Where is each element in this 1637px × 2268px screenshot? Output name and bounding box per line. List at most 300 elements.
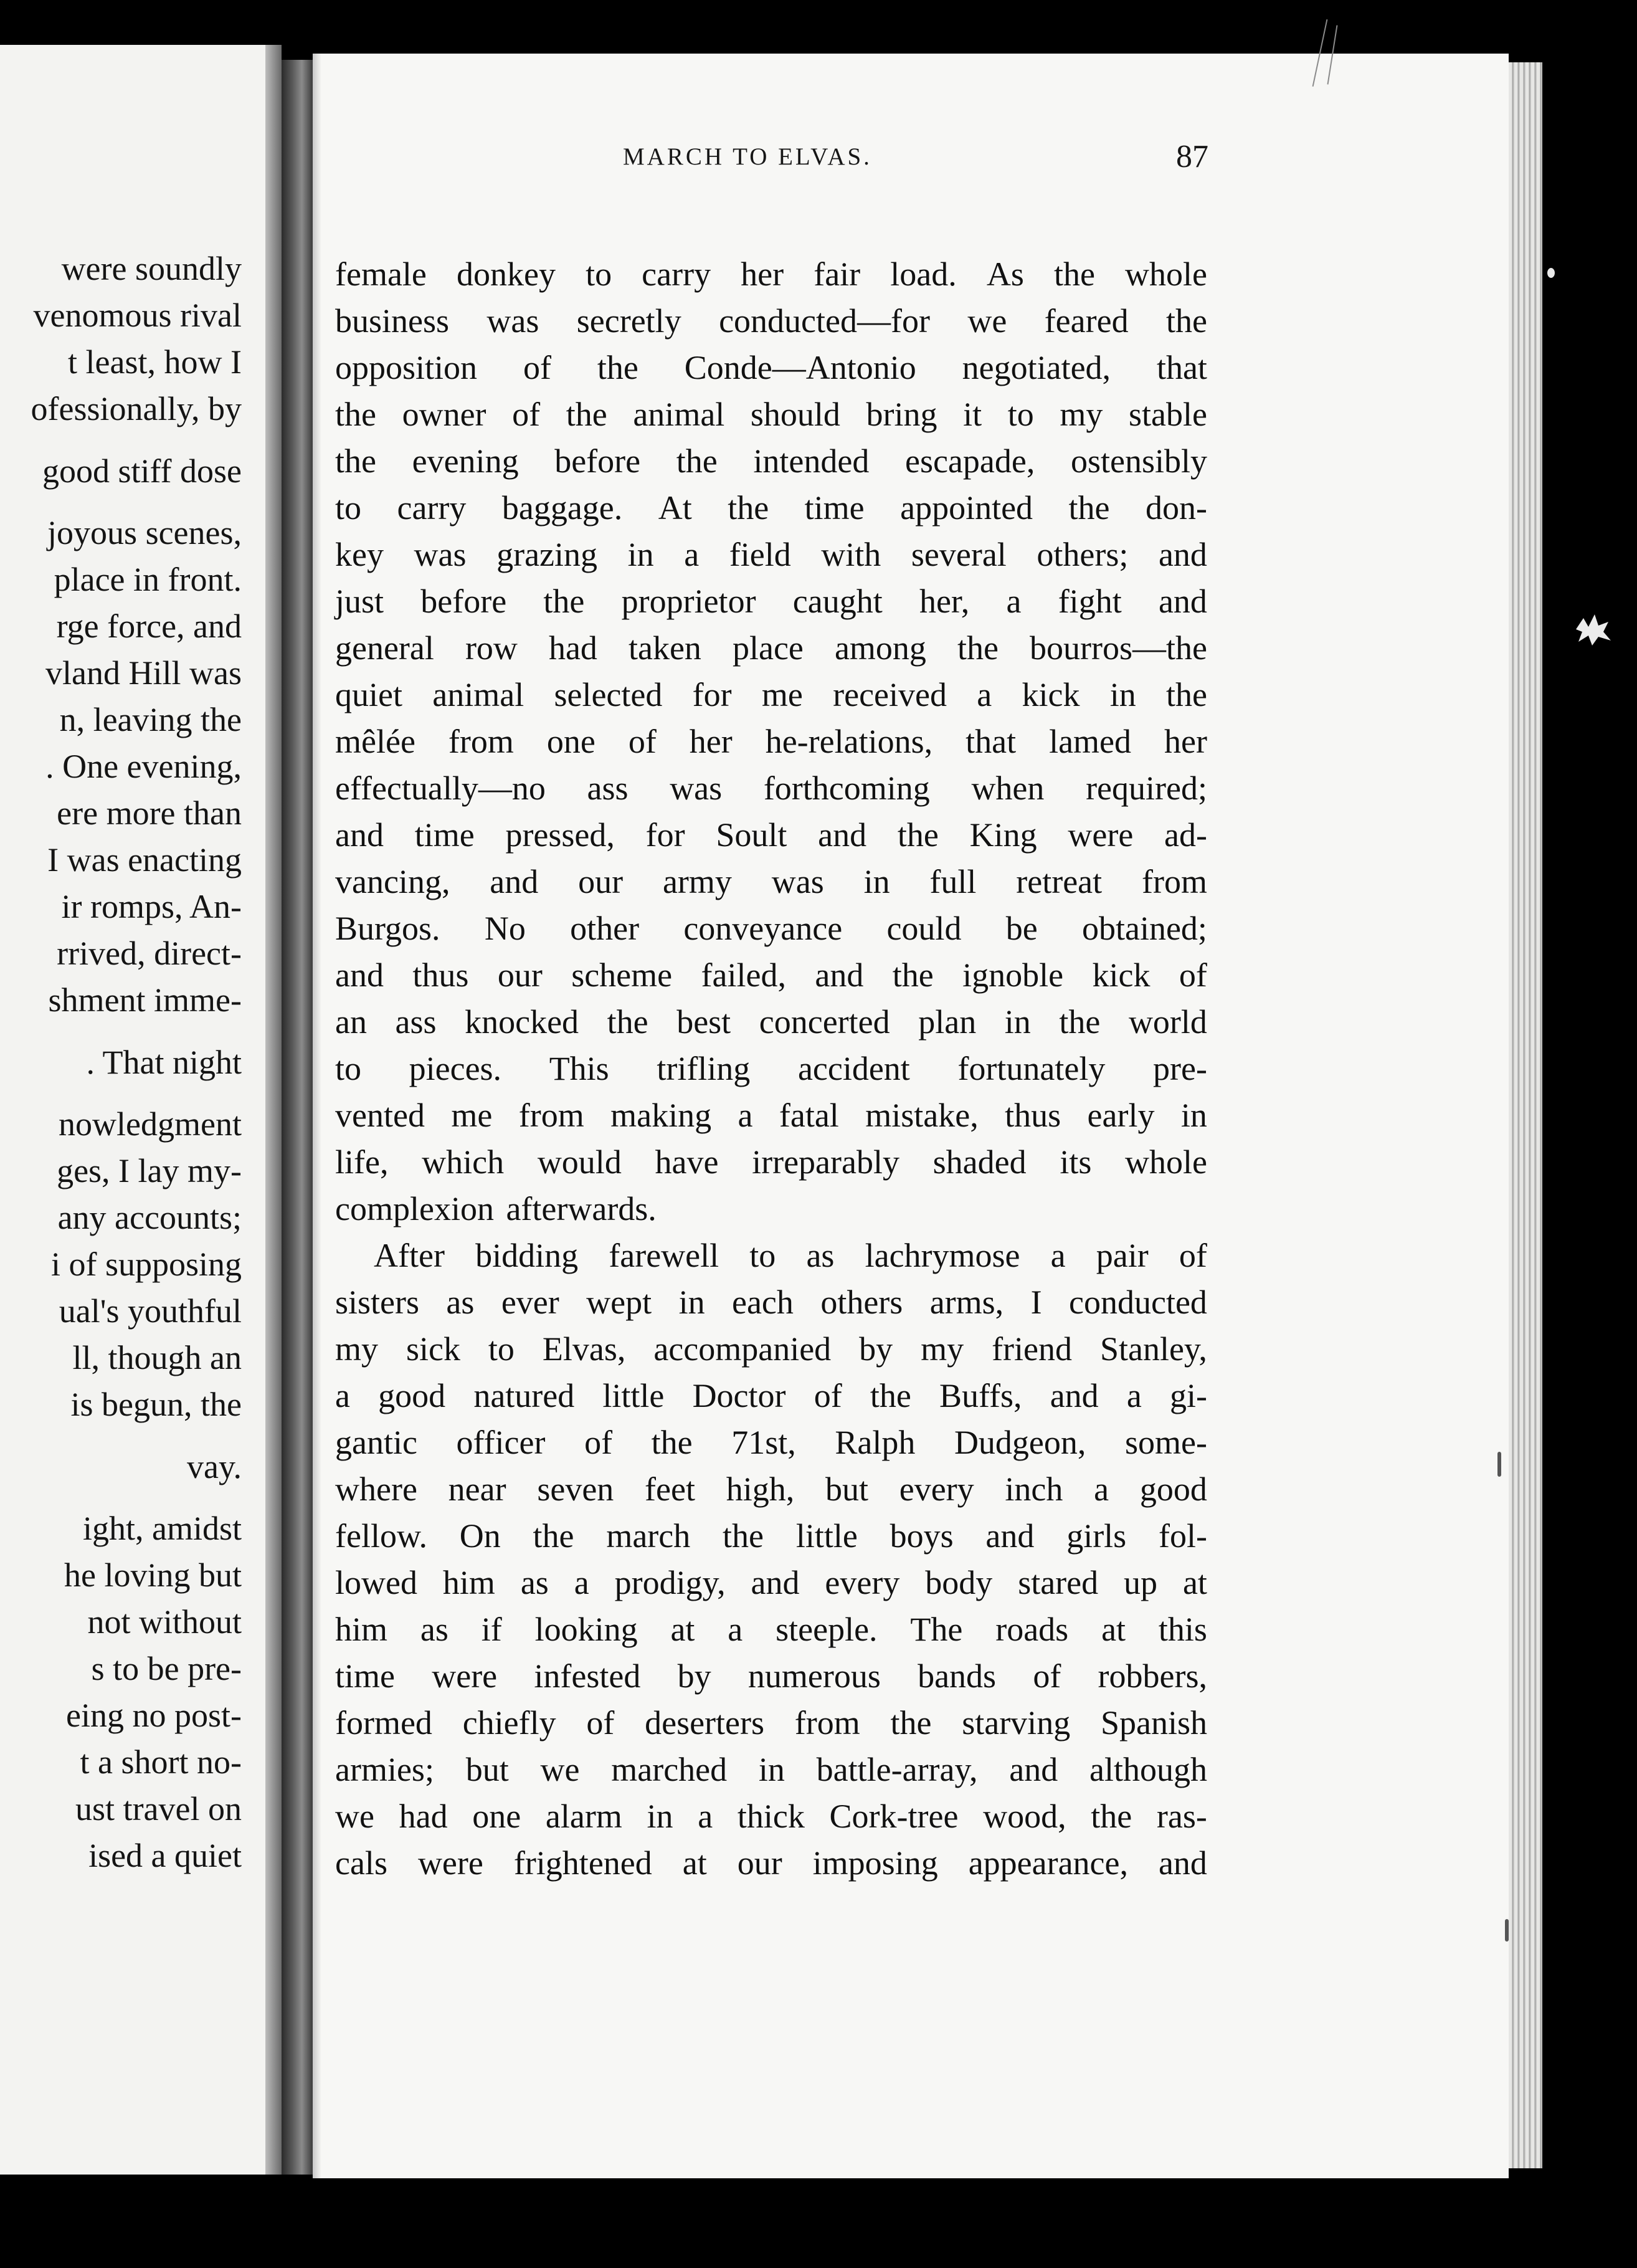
word: others <box>820 1284 903 1321</box>
word: On <box>459 1517 501 1555</box>
word: donkey <box>457 255 556 293</box>
word: was <box>771 863 824 900</box>
text-line <box>335 251 1207 298</box>
page-edges-stack <box>1509 62 1542 2168</box>
word: pressed, <box>505 816 615 854</box>
word: ass <box>395 1003 437 1041</box>
word: he-relations, <box>765 723 933 760</box>
word: gi- <box>1169 1377 1207 1414</box>
word: owner <box>402 396 486 433</box>
left-page-line: joyous scenes, <box>47 514 242 551</box>
word: The <box>910 1611 963 1648</box>
word: from <box>1141 863 1207 900</box>
word: but <box>825 1470 868 1508</box>
word: caught <box>792 583 883 620</box>
word: baggage. <box>501 489 623 526</box>
word: should <box>750 396 840 433</box>
word: escapade, <box>904 442 1035 480</box>
word: the <box>728 489 769 526</box>
word: life, <box>335 1143 389 1181</box>
word: good <box>1139 1470 1207 1508</box>
word: by <box>677 1657 711 1695</box>
word: ad- <box>1164 816 1207 854</box>
word: obtained; <box>1081 910 1207 947</box>
word: general <box>335 629 434 667</box>
word: intended <box>753 442 870 480</box>
word: starving <box>962 1704 1071 1742</box>
word: conveyance <box>683 910 843 947</box>
word: our <box>737 1844 782 1882</box>
word: were <box>417 1844 483 1882</box>
dust-speck <box>1547 268 1555 278</box>
word: selected <box>554 676 663 713</box>
text-line <box>335 859 1207 905</box>
word: shaded <box>932 1143 1027 1181</box>
word: one <box>472 1798 521 1835</box>
word: at <box>1182 1564 1207 1601</box>
word: in <box>863 863 890 900</box>
text-line <box>335 531 1207 578</box>
word: we <box>967 302 1007 340</box>
text-line <box>335 1793 1207 1840</box>
left-page-line: rge force, and <box>56 608 242 645</box>
word: before <box>554 442 641 480</box>
word: King <box>969 816 1037 854</box>
word: As <box>986 255 1024 293</box>
word: little <box>602 1377 665 1414</box>
word: thus <box>412 956 469 994</box>
word: robbers, <box>1098 1657 1207 1695</box>
word: bring <box>866 396 937 433</box>
word: the <box>533 1517 574 1555</box>
word: mistake, <box>865 1097 979 1134</box>
line-text: complexion afterwards. <box>335 1190 657 1227</box>
word: scheme <box>571 956 673 994</box>
word: ostensibly <box>1070 442 1207 480</box>
word: in <box>1109 676 1136 713</box>
left-page-text <box>0 245 242 1879</box>
word: and <box>1158 536 1207 573</box>
word: appointed <box>900 489 1033 526</box>
word: bands <box>918 1657 997 1695</box>
text-line <box>335 1186 1207 1232</box>
word: battle-array, <box>816 1751 978 1788</box>
text-line <box>335 1326 1207 1373</box>
word: of <box>814 1377 842 1414</box>
word: lamed <box>1049 723 1132 760</box>
word: conducted <box>1069 1284 1207 1321</box>
word: just <box>335 583 384 620</box>
word: the <box>897 816 939 854</box>
word: an <box>335 1003 367 1041</box>
text-line <box>335 1092 1207 1139</box>
word: sisters <box>335 1284 419 1321</box>
word: row <box>465 629 518 667</box>
word: knocked <box>465 1003 579 1041</box>
word: up <box>1124 1564 1158 1601</box>
word: of <box>586 1704 615 1742</box>
word: the <box>1053 255 1095 293</box>
word: load. <box>890 255 957 293</box>
word: effectually—no <box>335 770 546 807</box>
word: After <box>374 1237 445 1274</box>
left-page-line: vland Hill was <box>45 654 242 692</box>
word: that <box>1156 349 1207 386</box>
dust-speck <box>1505 1919 1509 1942</box>
text-line <box>335 1373 1207 1419</box>
word: deserters <box>645 1704 765 1742</box>
word: received <box>833 676 947 713</box>
word: I <box>1030 1284 1042 1321</box>
word: and <box>335 816 384 854</box>
word: officer <box>456 1424 546 1461</box>
word: time <box>414 816 475 854</box>
left-page-line: good stiff dose <box>42 452 242 490</box>
word: and <box>815 956 864 994</box>
word: of <box>1179 1237 1207 1274</box>
word: others; <box>1037 536 1129 573</box>
word: although <box>1089 1751 1207 1788</box>
word: her, <box>919 583 970 620</box>
word: our <box>578 863 624 900</box>
word: vancing, <box>335 863 450 900</box>
text-line <box>335 625 1207 672</box>
word: pre- <box>1153 1050 1207 1087</box>
left-page-line: nowledgment <box>59 1105 242 1143</box>
word: little <box>795 1517 858 1555</box>
dust-speck <box>1497 1452 1501 1477</box>
word: at <box>670 1611 695 1648</box>
word: and <box>818 816 867 854</box>
word: fatal <box>779 1097 839 1134</box>
word: This <box>549 1050 609 1087</box>
word: time <box>804 489 865 526</box>
word: concerted <box>759 1003 890 1041</box>
word: feet <box>645 1470 695 1508</box>
word: the <box>723 1517 764 1555</box>
word: me <box>451 1097 493 1134</box>
left-page-line: t least, how I <box>68 343 242 381</box>
word: we <box>335 1798 374 1835</box>
word: quiet <box>335 676 402 713</box>
left-page-line: t a short no- <box>80 1743 242 1781</box>
word: the <box>1091 1798 1132 1835</box>
word: of <box>1179 956 1207 994</box>
word: carry <box>642 255 711 293</box>
word: ever <box>501 1284 559 1321</box>
word: could <box>886 910 962 947</box>
word: early <box>1087 1097 1155 1134</box>
word: and <box>1158 583 1207 620</box>
word: whole <box>1125 255 1207 293</box>
word: a <box>335 1377 350 1414</box>
word: that <box>966 723 1017 760</box>
text-line <box>335 298 1207 345</box>
text-line <box>335 1653 1207 1700</box>
word: stable <box>1129 396 1207 433</box>
word: high, <box>726 1470 795 1508</box>
word: cals <box>335 1844 387 1882</box>
page-number: 87 <box>1176 139 1208 174</box>
text-line <box>335 438 1207 485</box>
word: conducted—for <box>719 302 930 340</box>
left-page-line: rrived, direct- <box>57 935 242 972</box>
word: would <box>537 1143 622 1181</box>
left-page-line: s to be pre- <box>91 1650 242 1687</box>
running-head <box>311 132 1208 182</box>
word: fellow. <box>335 1517 427 1555</box>
word: my <box>335 1330 379 1368</box>
word: appearance, <box>968 1844 1128 1882</box>
left-page-line: place in front. <box>54 561 242 598</box>
word: steeple. <box>776 1611 878 1648</box>
word: ass <box>587 770 629 807</box>
text-line <box>335 391 1207 438</box>
word: the <box>543 583 585 620</box>
word: farewell <box>609 1237 719 1274</box>
word: for <box>692 676 732 713</box>
word: where <box>335 1470 417 1508</box>
page-inner-edge <box>313 54 321 2178</box>
word: ras- <box>1156 1798 1207 1835</box>
body-text <box>335 251 1207 1887</box>
word: every <box>899 1470 974 1508</box>
text-line <box>335 1419 1207 1466</box>
text-line <box>335 485 1207 531</box>
word: but <box>465 1751 509 1788</box>
word: pair <box>1096 1237 1149 1274</box>
left-page-line: is begun, the <box>70 1386 242 1423</box>
word: the <box>892 956 934 994</box>
word: fortunately <box>957 1050 1106 1087</box>
word: the <box>335 396 376 433</box>
word: as <box>446 1284 475 1321</box>
word: at <box>1101 1611 1126 1648</box>
word: Cork-tree <box>829 1798 959 1835</box>
word: proprietor <box>621 583 756 620</box>
word: a <box>738 1097 753 1134</box>
word: in <box>1004 1003 1031 1041</box>
word: as <box>520 1564 549 1601</box>
word: good <box>378 1377 446 1414</box>
word: bidding <box>475 1237 579 1274</box>
word: female <box>335 255 427 293</box>
word: time <box>335 1657 395 1695</box>
text-line <box>335 1279 1207 1326</box>
word: fol- <box>1159 1517 1207 1555</box>
word: infested <box>534 1657 641 1695</box>
text-line <box>335 1746 1207 1793</box>
word: him <box>335 1611 388 1648</box>
word: Elvas, <box>542 1330 626 1368</box>
word: lowed <box>335 1564 417 1601</box>
text-line <box>335 1840 1207 1887</box>
word: it <box>963 396 982 433</box>
word: and <box>985 1517 1035 1555</box>
word: which <box>422 1143 505 1181</box>
word: Dudgeon, <box>954 1424 1086 1461</box>
word: full <box>929 863 977 900</box>
word: the <box>335 442 376 480</box>
word: Soult <box>716 816 787 854</box>
word: when <box>971 770 1045 807</box>
left-page-line: he loving but <box>64 1556 242 1594</box>
text-line <box>335 1232 1207 1279</box>
word: to <box>488 1330 515 1368</box>
text-line <box>335 578 1207 625</box>
left-page-line: . One evening, <box>45 748 242 785</box>
word: near <box>448 1470 506 1508</box>
left-facing-page <box>0 45 282 2175</box>
left-page-line: ual's youthful <box>59 1292 242 1330</box>
word: evening <box>412 442 519 480</box>
left-page-line: n, leaving the <box>59 701 242 738</box>
word: thick <box>737 1798 805 1835</box>
word: pieces. <box>409 1050 502 1087</box>
left-page-line: ust travel on <box>75 1790 242 1827</box>
running-title: MARCH TO ELVAS. <box>623 143 872 170</box>
word: formed <box>335 1704 432 1742</box>
word: prodigy, <box>614 1564 726 1601</box>
word: secretly <box>576 302 681 340</box>
word: be <box>1005 910 1038 947</box>
word: marched <box>611 1751 728 1788</box>
word: accompanied <box>653 1330 832 1368</box>
word: alarm <box>545 1798 622 1835</box>
word: had <box>399 1798 448 1835</box>
word: other <box>570 910 640 947</box>
word: making <box>610 1097 712 1134</box>
word: at <box>682 1844 707 1882</box>
word: march <box>606 1517 691 1555</box>
word: boys <box>890 1517 954 1555</box>
text-line <box>335 812 1207 859</box>
word: as <box>806 1237 835 1274</box>
word: him <box>442 1564 495 1601</box>
word: whole <box>1125 1143 1207 1181</box>
left-page-line: vay. <box>187 1448 242 1485</box>
word: taken <box>628 629 701 667</box>
word: a <box>728 1611 743 1648</box>
word: army <box>662 863 732 900</box>
word: to <box>749 1237 776 1274</box>
text-line <box>335 1606 1207 1653</box>
left-page-gutter-shadow <box>265 45 282 2175</box>
word: 71st, <box>731 1424 796 1461</box>
word: its <box>1060 1143 1092 1181</box>
word: No <box>484 910 526 947</box>
word: friend <box>992 1330 1072 1368</box>
word: have <box>655 1143 719 1181</box>
word: animal <box>432 676 524 713</box>
word: to <box>1007 396 1034 433</box>
word: the <box>957 629 999 667</box>
left-page-line: not without <box>87 1603 242 1641</box>
word: a <box>1050 1237 1066 1274</box>
word: frightened <box>513 1844 652 1882</box>
word: a <box>684 536 700 573</box>
word: in <box>758 1751 785 1788</box>
text-line <box>335 345 1207 391</box>
word: Doctor <box>692 1377 786 1414</box>
word: gantic <box>335 1424 417 1461</box>
word: sick <box>406 1330 460 1368</box>
word: business <box>335 302 450 340</box>
word: Ralph <box>835 1424 916 1461</box>
text-line <box>335 718 1207 765</box>
word: fight <box>1058 583 1122 620</box>
word: failed, <box>701 956 786 994</box>
word: to <box>586 255 612 293</box>
word: the <box>1166 676 1207 713</box>
left-page-line: shment imme- <box>48 981 242 1019</box>
word: in <box>1180 1097 1207 1134</box>
word: her <box>741 255 784 293</box>
left-page-line: ofessionally, by <box>31 390 242 427</box>
text-line <box>335 952 1207 999</box>
word: mêlée <box>335 723 415 760</box>
word: arms, <box>929 1284 1004 1321</box>
word: were <box>432 1657 498 1695</box>
text-line <box>335 999 1207 1046</box>
left-page-line: ll, though an <box>72 1339 242 1376</box>
word: negotiated, <box>962 349 1111 386</box>
word: feared <box>1044 302 1129 340</box>
word: in <box>647 1798 673 1835</box>
word: the <box>870 1377 911 1414</box>
left-page-line: ight, amidst <box>83 1510 242 1547</box>
word: wood, <box>983 1798 1066 1835</box>
word: vented <box>335 1097 425 1134</box>
word: inch <box>1005 1470 1063 1508</box>
word: trifling <box>657 1050 751 1087</box>
word: her <box>689 723 733 760</box>
left-page-line: . That night <box>86 1044 242 1081</box>
word: armies; <box>335 1751 434 1788</box>
word: of <box>1033 1657 1061 1695</box>
word: Burgos. <box>335 910 440 947</box>
word: among <box>834 629 926 667</box>
left-page-line: i of supposing <box>50 1246 242 1283</box>
text-line <box>335 1700 1207 1746</box>
word: kick <box>1092 956 1151 994</box>
word: the <box>676 442 718 480</box>
word: natured <box>473 1377 575 1414</box>
word: with <box>821 536 881 573</box>
left-page-line: ir romps, An- <box>61 888 242 925</box>
word: was <box>414 536 467 573</box>
text-line <box>335 1466 1207 1513</box>
word: lachrymose <box>865 1237 1020 1274</box>
word: ignoble <box>962 956 1064 994</box>
word: chiefly <box>462 1704 556 1742</box>
word: in <box>678 1284 705 1321</box>
word: her <box>1164 723 1207 760</box>
text-line <box>335 765 1207 812</box>
word: seven <box>537 1470 614 1508</box>
word: to <box>335 489 362 526</box>
left-page-line: eing no post- <box>66 1697 242 1734</box>
word: Conde—Antonio <box>684 349 916 386</box>
word: best <box>676 1003 731 1041</box>
word: At <box>658 489 692 526</box>
word: kick <box>1022 676 1080 713</box>
word: Stanley, <box>1099 1330 1207 1368</box>
dust-blot <box>1570 611 1613 648</box>
word: of <box>523 349 551 386</box>
word: was <box>486 302 539 340</box>
word: body <box>925 1564 993 1601</box>
